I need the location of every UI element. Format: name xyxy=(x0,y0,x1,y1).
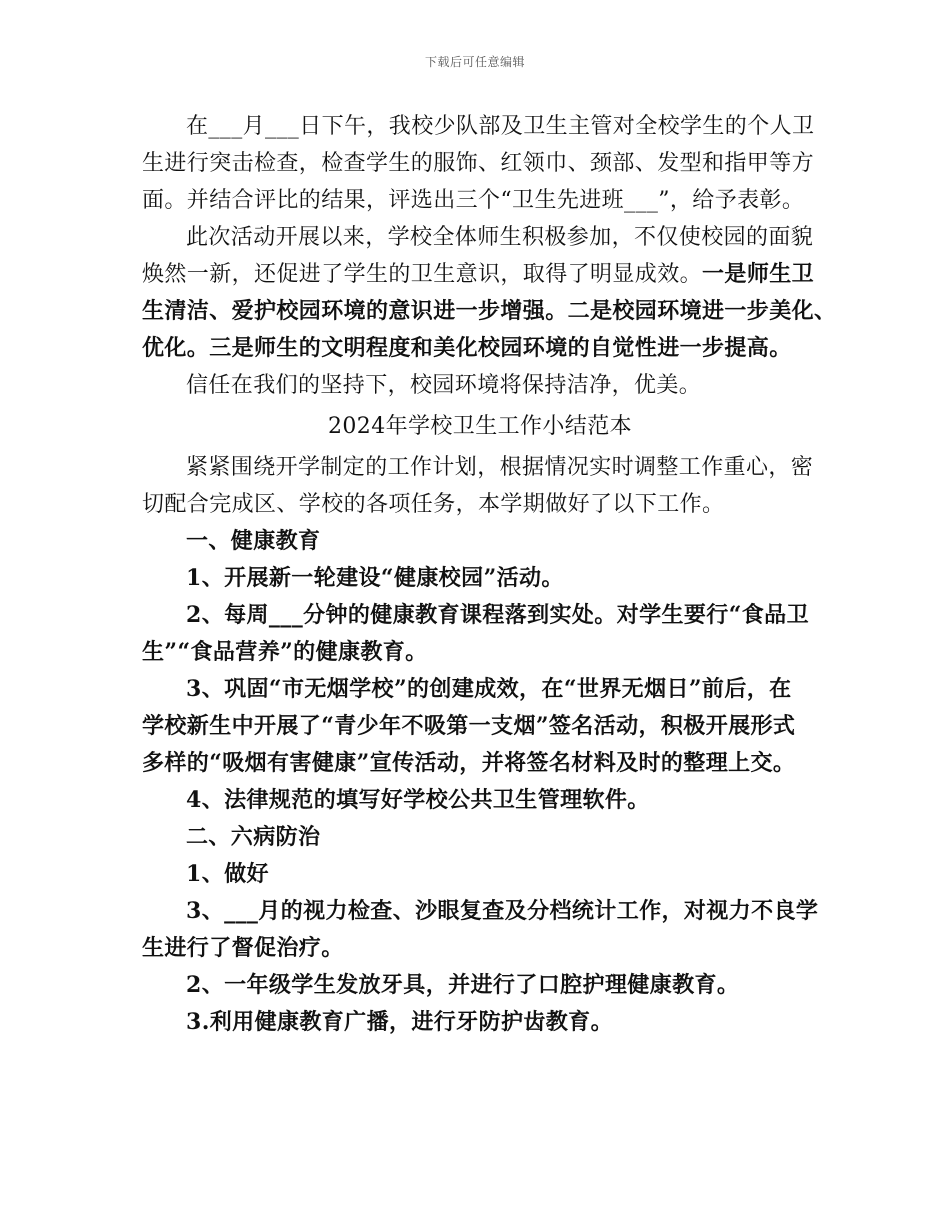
list-item: 4、法律规范的填写好学校公共卫生管理软件。 xyxy=(186,787,650,813)
page-header: 下载后可任意编辑 xyxy=(424,55,525,69)
paragraph-line-bold: 生清洁、爱护校园环境的意识进一步增强。二是校园环境进一步美化、 xyxy=(142,298,837,324)
list-item: 2、每周___分钟的健康教育课程落到实处。对学生要行“食品卫 xyxy=(186,602,809,628)
paragraph-line: 切配合完成区、学校的各项任务，本学期做好了以下工作。 xyxy=(142,492,725,517)
list-item-continuation: 学校新生中开展了“青少年不吸第一支烟”签名活动，积极开展形式 xyxy=(142,713,796,739)
document-body xyxy=(142,108,837,1041)
paragraph-line: 在___月___日下午，我校少队部及卫生主管对全校学生的个人卫 xyxy=(186,114,815,139)
section-title: 2024年学校卫生工作小结范本 xyxy=(328,414,632,439)
paragraph-line-bold: 优化。三是师生的文明程度和美化校园环境的自觉性进一步提高。 xyxy=(142,335,792,361)
paragraph-line: 面。并结合评比的结果，评选出三个“卫生先进班___”，给予表彰。 xyxy=(142,188,805,213)
list-item: 3、巩固“市无烟学校”的创建成效，在“世界无烟日”前后，在 xyxy=(186,676,792,702)
list-item-continuation: 生进行了督促治疗。 xyxy=(142,935,344,961)
list-item-continuation: 多样的“吸烟有害健康”宣传活动，并将签名材料及时的整理上交。 xyxy=(142,750,796,776)
list-item: 3.利用健康教育广播，进行牙防护齿教育。 xyxy=(186,1009,613,1035)
list-item: 1、做好 xyxy=(186,861,269,887)
section-heading: 一、健康教育 xyxy=(186,528,321,554)
section-heading: 二、六病防治 xyxy=(186,824,321,850)
list-item: 3、___月的视力检查、沙眼复查及分档统计工作，对视力不良学 xyxy=(186,898,819,924)
list-item-continuation: 生”“食品营养”的健康教育。 xyxy=(142,639,428,665)
list-item: 2、一年级学生发放牙具，并进行了口腔护理健康教育。 xyxy=(186,972,740,998)
paragraph-line: 信任在我们的坚持下，校园环境将保持洁净，优美。 xyxy=(186,373,702,398)
paragraph-text: 焕然一新，还促进了学生的卫生意识，取得了明显成效。 xyxy=(142,262,703,287)
paragraph-line xyxy=(142,256,818,293)
paragraph-line: 生进行突击检查，检查学生的服饰、红领巾、颈部、发型和指甲等方 xyxy=(142,151,815,176)
paragraph-text-bold: 一是师生卫 xyxy=(702,261,815,287)
paragraph-line: 紧紧围绕开学制定的工作计划，根据情况实时调整工作重心，密 xyxy=(186,455,814,480)
paragraph-line: 此次活动开展以来，学校全体师生积极参加，不仅使校园的面貌 xyxy=(186,225,814,250)
list-item: 1、开展新一轮建设“健康校园”活动。 xyxy=(186,565,564,591)
